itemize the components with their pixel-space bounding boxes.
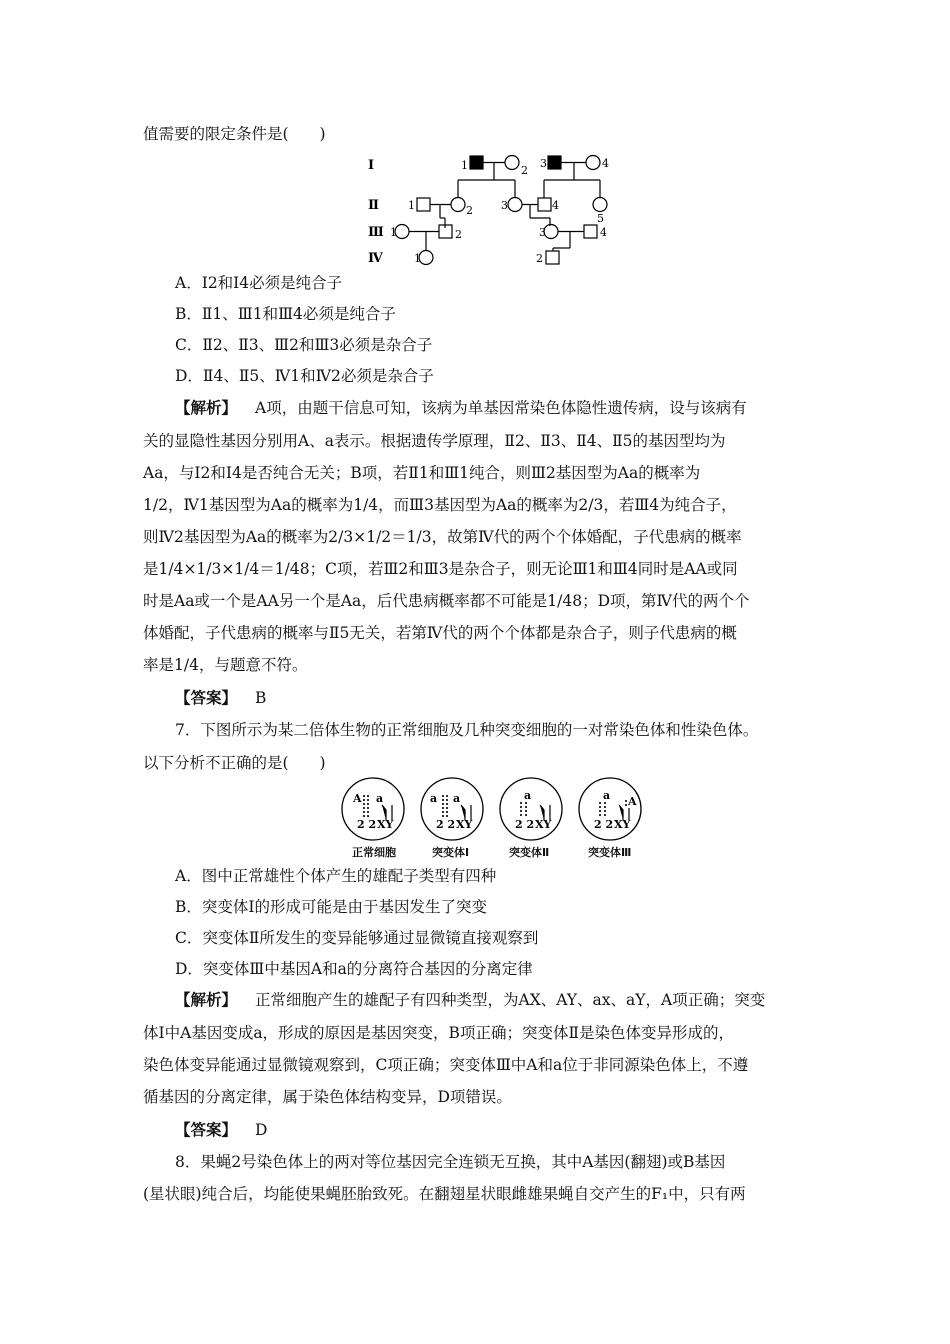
- svg-text:2 2: 2 2: [594, 818, 614, 831]
- q7-stem-line: 7．下图所示为某二倍体生物的正常细胞及几种突变细胞的一对常染色体和性染色体。: [175, 721, 759, 739]
- svg-text:3: 3: [539, 226, 546, 239]
- caption-mutant-2: 突变体Ⅱ: [509, 846, 550, 859]
- gen-label-1: Ⅰ: [368, 158, 375, 173]
- gen-label-2: Ⅱ: [368, 198, 379, 213]
- q7-stem-line: 以下分析不正确的是( ): [143, 754, 326, 772]
- q6-stem-tail: 值需要的限定条件是( ): [143, 125, 326, 143]
- q7-analysis-first: 【解析】 正常细胞产生的雄配子有四种类型，为AX、AY、ax、aY，A项正确；突变: [175, 990, 766, 1009]
- q7-option-a: A．图中正常雄性个体产生的雄配子类型有四种: [175, 867, 497, 885]
- gen-label-3: Ⅲ: [368, 225, 384, 240]
- answer-value: D: [255, 1121, 268, 1139]
- svg-text:XY: XY: [535, 818, 552, 831]
- q6-option-d: D．Ⅱ4、Ⅱ5、Ⅳ1和Ⅳ2必须是杂合子: [175, 367, 434, 385]
- q6-analysis-line: 则Ⅳ2基因型为Aa的概率为2/3×1/2＝1/3，故第Ⅳ代的两个个体婚配，子代患病的概率: [143, 528, 742, 546]
- q7-analysis-line: 染色体变异能通过显微镜观察到，C项正确；突变体Ⅲ中A和a位于非同源染色体上，不遵: [143, 1056, 749, 1074]
- q7-answer: [175, 1120, 267, 1140]
- svg-text:2: 2: [466, 204, 473, 217]
- q7-option-c: C．突变体Ⅱ所发生的变异能够通过显微镜直接观察到: [175, 929, 539, 947]
- svg-text:1: 1: [461, 159, 468, 172]
- answer-tag: 【答案】: [175, 1120, 238, 1139]
- q7-option-d: D．突变体Ⅲ中基因A和a的分离符合基因的分离定律: [175, 960, 533, 978]
- svg-text:a: a: [453, 792, 461, 805]
- svg-text:1: 1: [414, 252, 421, 265]
- svg-text:4: 4: [552, 199, 559, 212]
- svg-text:4: 4: [602, 157, 609, 170]
- analysis-tag: 【解析】: [175, 398, 238, 417]
- svg-text:2 2: 2 2: [515, 818, 535, 831]
- svg-text:2: 2: [536, 252, 543, 265]
- q6-analysis-line: 是1/4×1/3×1/4＝1/48；C项，若Ⅲ2和Ⅲ3是杂合子，则无论Ⅲ1和Ⅲ4同时是AA或同: [143, 560, 738, 578]
- q8-stem-line: 8．果蝇2号染色体上的两对等位基因完全连锁无互换，其中A基因(翻翅)或B基因: [175, 1153, 726, 1171]
- gen-label-4: Ⅳ: [368, 251, 383, 266]
- answer-tag: 【答案】: [175, 688, 238, 707]
- q6-analysis-first: 【解析】 A项，由题干信息可知，该病为单基因常染色体隐性遗传病，设与该病有: [175, 398, 747, 417]
- q6-option-c: C．Ⅱ2、Ⅱ3、Ⅲ2和Ⅲ3必须是杂合子: [175, 336, 433, 354]
- svg-text:A: A: [628, 795, 637, 808]
- svg-text:1: 1: [390, 226, 397, 239]
- svg-text:XY: XY: [614, 818, 631, 831]
- q6-analysis-line: 1/2，Ⅳ1基因型为Aa的概率为1/4，而Ⅲ3基因型为Aa的概率为2/3，若Ⅲ4为纯合子，: [143, 496, 737, 514]
- answer-value: B: [255, 689, 267, 707]
- svg-text:5: 5: [597, 212, 604, 225]
- q6-analysis-line: 体婚配，子代患病的概率与Ⅱ5无关，若第Ⅳ代的两个个体都是杂合子，则子代患病的概: [143, 624, 737, 642]
- q6-analysis-line: 时是Aa或一个是AA另一个是Aa，后代患病概率都不可能是1/48；D项，第Ⅳ代的两个个: [143, 592, 750, 610]
- q6-option-a: A．Ⅰ2和Ⅰ4必须是纯合子: [175, 274, 343, 292]
- q7-option-b: B．突变体Ⅰ的形成可能是由于基因发生了突变: [175, 898, 488, 916]
- q7-analysis-line: 循基因的分离定律，属于染色体结构变异，D项错误。: [143, 1088, 512, 1106]
- svg-text:a: a: [430, 792, 438, 805]
- q8-stem-line: (星状眼)纯合后，均能使果蝇胚胎致死。在翻翅星状眼雌雄果蝇自交产生的F₁中，只有两: [143, 1185, 746, 1203]
- q6-option-b: B．Ⅱ1、Ⅲ1和Ⅲ4必须是纯合子: [175, 305, 396, 323]
- svg-text:a: a: [524, 789, 532, 802]
- pedigree-chart: [360, 148, 630, 268]
- svg-text:XY: XY: [377, 818, 394, 831]
- svg-text:2 2: 2 2: [436, 818, 456, 831]
- svg-text:A: A: [353, 792, 362, 805]
- caption-normal: 正常细胞: [352, 846, 396, 859]
- q6-analysis-line: 关的显隐性基因分别用A、a表示。根据遗传学原理，Ⅱ2、Ⅱ3、Ⅱ4、Ⅱ5的基因型均为: [143, 432, 726, 450]
- svg-text:3: 3: [540, 157, 547, 170]
- analysis-tag: 【解析】: [175, 990, 238, 1009]
- svg-text:2: 2: [455, 228, 462, 241]
- svg-text:a: a: [603, 789, 611, 802]
- svg-text:3: 3: [501, 199, 508, 212]
- svg-text:2: 2: [521, 164, 528, 177]
- caption-mutant-3: 突变体Ⅲ: [588, 846, 632, 859]
- svg-text:a: a: [376, 792, 384, 805]
- svg-text:2 2: 2 2: [357, 818, 377, 831]
- q7-analysis-line: 体Ⅰ中A基因变成a，形成的原因是基因突变，B项正确；突变体Ⅱ是染色体变异形成的，: [143, 1024, 734, 1042]
- svg-text:4: 4: [600, 226, 607, 239]
- svg-text:XY: XY: [456, 818, 473, 831]
- q6-analysis-line: 率是1/4，与题意不符。: [143, 656, 308, 674]
- caption-mutant-1: 突变体Ⅰ: [432, 846, 470, 859]
- q6-answer: [175, 688, 266, 708]
- q6-analysis-line: Aa，与Ⅰ2和Ⅰ4是否纯合无关；B项，若Ⅱ1和Ⅲ1纯合，则Ⅲ2基因型为Aa的概率为: [143, 464, 701, 482]
- svg-text:1: 1: [408, 199, 415, 212]
